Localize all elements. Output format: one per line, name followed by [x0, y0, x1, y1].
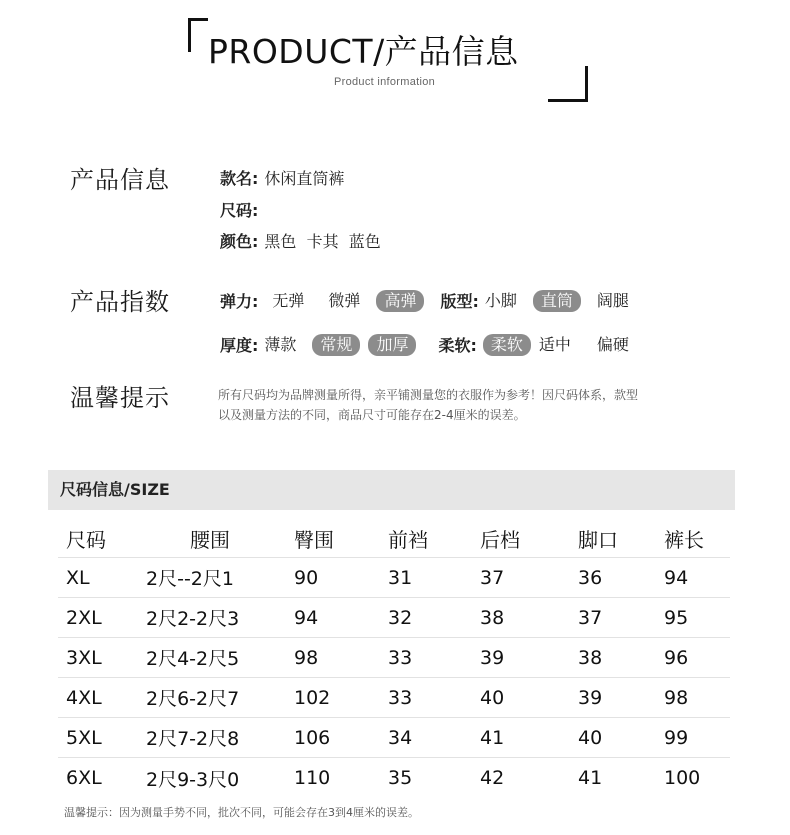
table-cell: 90 [294, 566, 319, 589]
table-cell: 3XL [66, 646, 102, 669]
table-cell: 2尺4-2尺5 [146, 648, 240, 670]
thickness-option-selected: 加厚 [368, 334, 416, 356]
table-row [58, 718, 730, 758]
table-cell: 38 [480, 606, 505, 629]
fit-option: 小脚 [484, 290, 517, 310]
table-cell: 96 [664, 646, 689, 669]
softness-group [438, 333, 644, 356]
table-cell: 4XL [66, 686, 102, 709]
softness-label: 柔软: [438, 336, 477, 355]
table-cell: 102 [294, 686, 331, 709]
table-cell: 2XL [66, 606, 102, 629]
table-cell: 33 [388, 646, 413, 669]
bracket-bottom-right-decoration [548, 66, 588, 102]
table-cell: 39 [578, 686, 603, 709]
tips-text: 所有尺码均为品牌测量所得，亲平铺测量您的衣服作为参考！因尺码体系，款型以及测量方法的不同，商品尺寸可能存在2-4厘米的误差。 [218, 388, 639, 422]
table-cell: 98 [294, 646, 319, 669]
column-header: 后档 [480, 528, 520, 552]
table-cell: 98 [664, 686, 689, 709]
table-cell: 2尺9-3尺0 [146, 768, 240, 791]
size-section-title: 尺码信息/SIZE [48, 470, 735, 510]
table-cell: 100 [664, 767, 701, 789]
table-row [58, 598, 730, 638]
info-label: 尺码: [220, 201, 259, 220]
table-cell: 41 [578, 767, 603, 789]
column-header: 尺码 [66, 528, 106, 552]
table-cell: 41 [480, 726, 505, 749]
table-cell: 2尺--2尺1 [146, 568, 234, 590]
page-subtitle: Product information [334, 76, 436, 88]
info-row-color [220, 229, 381, 252]
column-header: 臀围 [294, 528, 334, 552]
tips-heading: 温馨提示 [70, 384, 170, 412]
table-cell: 42 [480, 767, 505, 789]
table-cell: 94 [294, 606, 319, 629]
table-cell: 40 [480, 686, 505, 709]
table-row [58, 758, 730, 798]
table-cell: 106 [294, 726, 331, 749]
table-cell: 37 [480, 566, 505, 589]
table-cell: 99 [664, 726, 689, 749]
index-row-1 [220, 289, 645, 312]
table-cell: 32 [388, 606, 413, 629]
table-header-row [58, 520, 730, 558]
softness-option-selected: 柔软 [483, 334, 531, 356]
footer-note: 温馨提示：因为测量手势不同，批次不同，可能会存在3到4厘米的误差。 [64, 806, 419, 819]
fit-group [440, 289, 644, 312]
table-row [58, 558, 730, 598]
info-label: 款名: [220, 169, 259, 188]
info-value: 黑色 卡其 蓝色 [264, 232, 381, 251]
table-cell: 39 [480, 646, 505, 669]
table-cell: 36 [578, 566, 603, 589]
elastic-option: 微弹 [328, 290, 361, 310]
info-row-size [220, 198, 264, 221]
table-cell: 2尺6-2尺7 [146, 688, 240, 710]
column-header: 裤长 [664, 528, 704, 552]
index-row-2 [220, 333, 645, 356]
table-cell: 110 [294, 767, 331, 789]
fit-label: 版型: [440, 292, 479, 311]
product-info-heading: 产品信息 [70, 166, 170, 194]
table-cell: 37 [578, 606, 603, 629]
info-row-style-name [220, 166, 344, 189]
page-title: PRODUCT/产品信息 [208, 32, 519, 71]
column-header: 前裆 [388, 528, 428, 552]
table-cell: 2尺7-2尺8 [146, 728, 240, 750]
page-header [0, 0, 790, 120]
product-index-heading: 产品指数 [70, 288, 170, 316]
table-row [58, 638, 730, 678]
thickness-option: 薄款 [264, 334, 297, 354]
thickness-option-selected: 常规 [312, 334, 360, 356]
elastic-label: 弹力: [220, 292, 259, 311]
table-cell: 40 [578, 726, 603, 749]
elastic-option-selected: 高弹 [376, 290, 424, 312]
fit-option-selected: 直筒 [533, 290, 581, 312]
softness-option: 适中 [538, 334, 571, 354]
bracket-top-left-decoration [188, 18, 208, 52]
table-cell: 35 [388, 767, 413, 789]
softness-option: 偏硬 [596, 334, 629, 354]
column-header: 腰围 [190, 528, 230, 552]
elastic-option: 无弹 [272, 290, 305, 310]
thickness-group [220, 333, 424, 356]
table-cell: 5XL [66, 726, 102, 749]
size-table [58, 520, 730, 798]
table-cell: 33 [388, 686, 413, 709]
elastic-group [220, 289, 432, 312]
info-value: 休闲直筒裤 [264, 169, 345, 188]
info-label: 颜色: [220, 232, 259, 251]
table-cell: 38 [578, 646, 603, 669]
fit-option: 阔腿 [596, 290, 629, 310]
table-cell: 95 [664, 606, 689, 629]
table-cell: 34 [388, 726, 413, 749]
table-cell: 2尺2-2尺3 [146, 608, 240, 630]
table-row [58, 678, 730, 718]
table-cell: 94 [664, 566, 689, 589]
table-cell: 31 [388, 566, 413, 589]
table-cell: XL [66, 566, 90, 589]
thickness-label: 厚度: [220, 336, 259, 355]
column-header: 脚口 [578, 528, 618, 552]
table-cell: 6XL [66, 767, 102, 789]
